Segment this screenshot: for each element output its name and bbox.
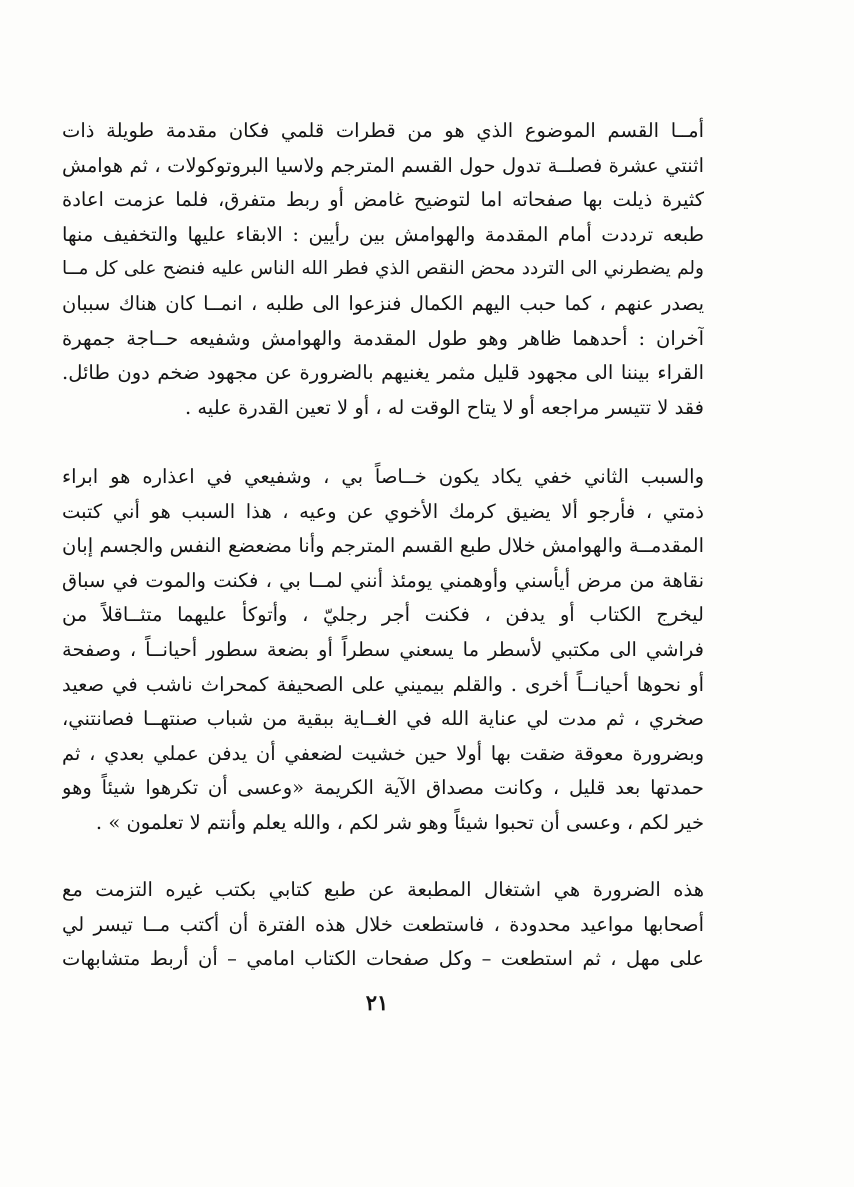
paragraph-2 bbox=[62, 460, 704, 841]
text-line: كثيرة ذيلت بها صفحاته اما لتوضيح غامض أو ربط متفرق، فلما عزمت اعادة bbox=[62, 188, 704, 212]
page-number: ٢١ bbox=[365, 990, 389, 1015]
text-line: ليخرج الكتاب أو يدفن ، فكنت أجر رجليّ ، وأتوكأ عليهما متثــاقلاً من bbox=[62, 603, 704, 627]
text-line: يصدر عنهم ، كما حبب اليهم الكمال فنزعوا الى طلبه ، انمــا كان هناك سببان bbox=[62, 291, 704, 315]
text-line: والسبب الثاني خفي يكاد يكون خــاصاً بي ، وشفيعي في اعذاره هو ابراء bbox=[62, 465, 704, 488]
text-line: فراشي الى مكتبي لأسطر ما يسعني سطراً أو بضعة سطور أحيانــاً ، وصفحة bbox=[62, 637, 704, 661]
text-line: آخران : أحدهما ظاهر وهو طول المقدمة والهوامش وشفيعه حــاجة جمهرة bbox=[62, 326, 704, 350]
text-line: ولم يضطرني الى التردد محض النقص الذي فطر الله الناس عليه فنضح على كل مــا bbox=[62, 258, 704, 280]
text-line: نقاهة من مرض أيأسني وأوهمني يومئذ أنني لمــا بي ، فكنت والموت في سباق bbox=[62, 568, 704, 592]
paragraph-1 bbox=[62, 114, 704, 425]
text-line: ذمتي ، فأرجو ألا يضيق كرمك الأخوي عن وعيه ، هذا السبب هو أني كتبت bbox=[62, 499, 704, 523]
text-line: القراء بيننا الى مجهود قليل مثمر يغنيهم بالضرورة عن مجهود ضخم دون طائل. bbox=[62, 361, 704, 385]
text-line: طبعه ترددت أمام المقدمة والهوامش بين رأيين : الابقاء عليها والتخفيف منها bbox=[62, 222, 704, 246]
text-line: حمدتها بعد قليل ، وكانت مصداق الآية الكريمة «وعسى أن تكرهوا شيئاً وهو bbox=[62, 776, 704, 800]
text-line: فقد لا تتيسر مراجعه أو لا يتاح الوقت له ، أو لا تعين القدرة عليه . bbox=[184, 395, 704, 419]
text-line: أو نحوها أحيانــاً أخرى . والقلم بيميني على الصحيفة كمحراث ناشب في صعيد bbox=[62, 672, 704, 696]
text-line: أصحابها مواعيد محدودة ، فاستطعت خلال هذه الفترة أن أكتب مــا تيسر لي bbox=[62, 912, 704, 936]
text-line: على مهل ، ثم استطعت – وكل صفحات الكتاب امامي – أن أربط متشابهات bbox=[62, 947, 704, 971]
text-line: وبضرورة معوقة ضقت بها أولا حين خشيت لضعفي أن يدفن عملي بعدي ، ثم bbox=[62, 741, 704, 765]
text-line: خير لكم ، وعسى أن تحبوا شيئاً وهو شر لكم ، والله يعلم وأنتم لا تعلمون » . bbox=[95, 810, 704, 834]
text-line: اثنتي عشرة فصلــة تدول حول القسم المترجم ولاسيا البروتوكولات ، ثم هوامش bbox=[62, 153, 704, 177]
paragraph-3 bbox=[62, 873, 704, 977]
text-line: هذه الضرورة هي اشتغال المطبعة عن طبع كتابي بكتب غيره التزمت مع bbox=[62, 878, 704, 901]
text-line: المقدمــة والهوامش خلال طبع القسم المترجم وأنا مضعضع النفس والجسم إبان bbox=[62, 534, 704, 558]
text-line: صخري ، ثم مدت لي عناية الله في الغــاية ببقية من شباب صنتهــا فصانتني، bbox=[62, 707, 704, 731]
text-line: أمــا القسم الموضوع الذي هو من قطرات قلمي فكان مقدمة طويلة ذات bbox=[62, 119, 704, 142]
